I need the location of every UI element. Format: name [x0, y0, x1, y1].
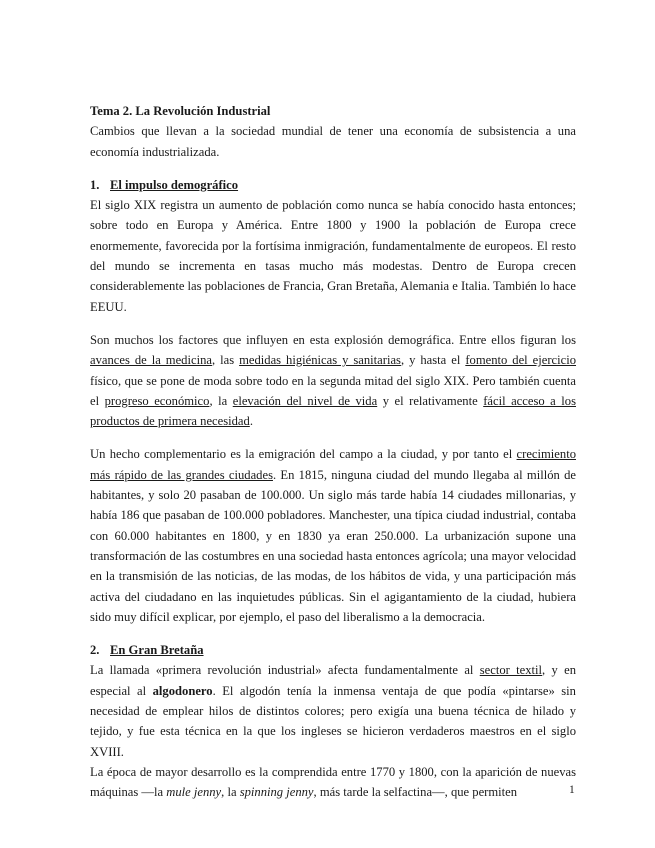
underlined-phrase: crecimiento más rápido de las grandes ciudades — [90, 447, 576, 482]
underlined-phrase: progreso económico — [104, 393, 210, 408]
section-1-paragraph-3 — [90, 444, 576, 627]
text-run: . El algodón tenía la inmensa ventaja de que podía «pintarse» sin necesidad de emplear hilos de distintos colores; pero exigía una buena técnica de hilado y tejido, y fue esta técnica en la que los ingleses se hicieron verdaderos maestros en el siglo XVIII. — [90, 683, 576, 759]
text-run: . En 1815, ninguna ciudad del mundo llegaba al millón de habitantes, y solo 20 pasaban de 100.000. Un siglo más tarde había 14 ciudades millonarias, y había 186 que pasaban de 100.000 pobladores. Manchester, una típica ciudad industrial, contaba con 60.000 habitantes en 1800, y en 1830 ya eran 250.000. La urbanización supone una transformación de las costumbres en una sociedad hasta entonces agrícola; una mayor velocidad en la transmisión de las noticias, de las modas, de los hábitos de vida, y una participación más activa del ciudadano en las inquietudes públicas. Sin el agigantamiento de la ciudad, hubiera sido muy difícil explicar, por ejemplo, el paso del liberalismo a la democracia. — [90, 467, 576, 624]
document-subtitle: Cambios que llevan a la sociedad mundial de tener una economía de subsistencia a una economía industrializada. — [90, 124, 576, 159]
section-2-paragraph-2 — [90, 762, 576, 803]
text-run: , la — [209, 393, 233, 408]
section-2-paragraph-1 — [90, 660, 576, 761]
underlined-phrase: sector textil — [479, 663, 543, 678]
text-run: La llamada «primera revolución industrial» afecta fundamentalmente al — [90, 663, 480, 678]
page-number: 1 — [569, 784, 575, 796]
text-run: Son muchos los factores que influyen en esta explosión demográfica. Entre ellos figuran los — [90, 332, 576, 347]
text-run: La época de mayor desarrollo es la comprendida entre 1770 y 1800, con la aparición de nuevas máquinas —la — [90, 764, 576, 800]
text-run: , la — [221, 785, 240, 800]
underlined-phrase: elevación del nivel de vida — [232, 393, 378, 408]
text-run: Un hecho complementario es la emigración del campo a la ciudad, y por tanto el — [90, 447, 517, 462]
section-2-heading — [90, 640, 576, 660]
text-run: , más tarde la selfactina—, que permiten — [313, 785, 518, 800]
text-run: , y hasta el — [400, 353, 466, 368]
underlined-phrase: avances de la medicina — [90, 353, 212, 368]
bold-phrase: algodonero — [152, 683, 213, 698]
section-1-paragraph-2 — [90, 330, 576, 431]
text-run: , y en especial al — [90, 663, 576, 698]
section-1-number: 1. — [90, 177, 100, 192]
document-title: Tema 2. La Revolución Industrial — [90, 104, 271, 118]
section-1-heading — [90, 175, 576, 195]
text-run: . — [249, 414, 253, 429]
italic-phrase: mule jenny — [166, 785, 222, 800]
text-run: físico, que se pone de moda sobre todo en la segunda mitad del siglo XIX. Pero también cuenta el — [90, 373, 576, 408]
text-run: y el relativamente — [377, 393, 484, 408]
underlined-phrase: fomento del ejercicio — [465, 353, 577, 368]
section-1-paragraph-1: El siglo XIX registra un aumento de población como nunca se había conocido hasta entonces; sobre todo en Europa y América. Entre 1800 y 1900 la población de Europa crece enormemente, favorecida por la fortísima inmigración, fundamentalmente de europeos. El resto del mundo se incrementa en tasas mucho más modestas. Dentro de Europa crecen considerablemente las poblaciones de Francia, Gran Bretaña, Alemania e Italia. También lo hace EEUU. — [90, 198, 576, 314]
section-2-title: En Gran Bretaña — [110, 643, 204, 658]
text-run: , las — [211, 353, 240, 368]
section-2-number: 2. — [90, 643, 100, 658]
underlined-phrase: fácil acceso a los productos de primera necesidad — [90, 393, 576, 429]
document-page — [90, 101, 576, 803]
italic-phrase: spinning jenny — [239, 785, 314, 800]
underlined-phrase: medidas higiénicas y sanitarias — [239, 353, 401, 368]
section-1-title: El impulso demográfico — [110, 177, 239, 192]
